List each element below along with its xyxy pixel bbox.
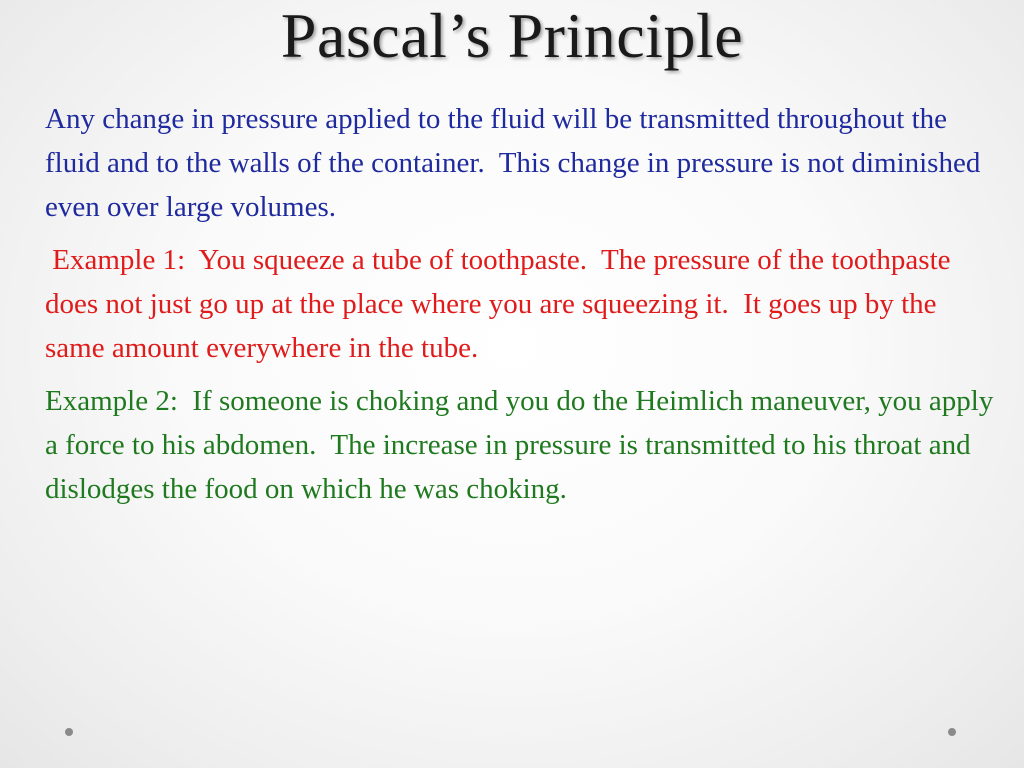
right-bullet-dot-icon — [948, 728, 956, 736]
definition-paragraph: Any change in pressure applied to the fluid will be transmitted throughout the fluid and to the walls of the container. This change in pressure is not diminished even over large volumes. — [45, 103, 988, 223]
slide-title: Pascal’s Principle — [280, 0, 744, 71]
example-2-paragraph: Example 2: If someone is choking and you do the Heimlich maneuver, you apply a force to his abdomen. The increase in pressure is transmitted to his throat and dislodges the food on which he was choking. — [45, 385, 1001, 505]
slide-body — [45, 97, 1001, 520]
left-bullet-dot-icon — [65, 728, 73, 736]
example-1-paragraph: Example 1: You squeeze a tube of toothpaste. The pressure of the toothpaste does not just go up at the place where you are squeezing it. It goes up by the same amount everywhere in the tube. — [45, 244, 958, 364]
